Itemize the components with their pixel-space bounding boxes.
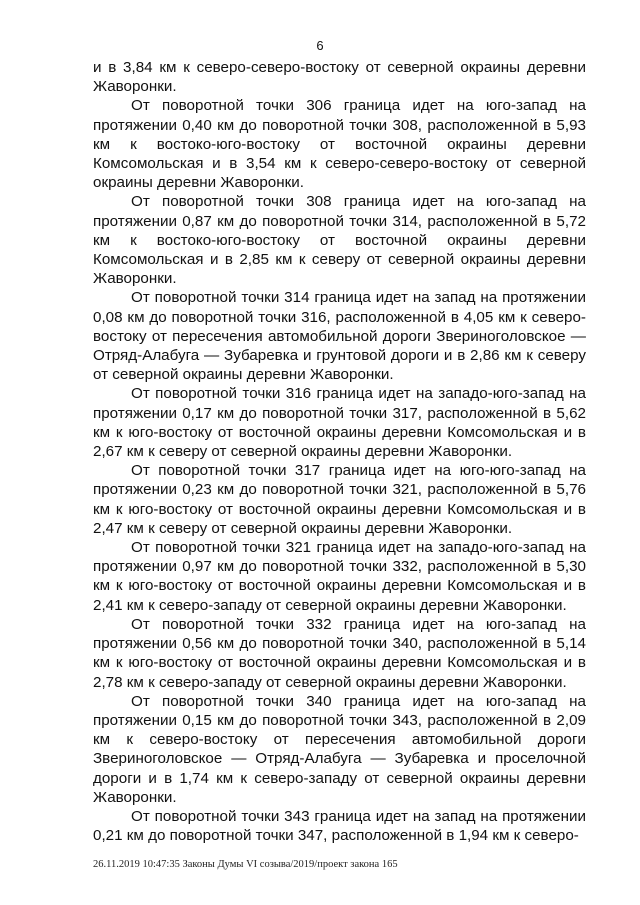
paragraph-point-321: От поворотной точки 321 граница идет на западо-юго-запад на протяжении 0,97 км до поворотной точки 332, расположенной в 5,30 км к юго-востоку от восточной окраины деревни Комсомольская и в 2,41 км к северо-западу от северной окраины деревни Жаворонки.: [93, 539, 586, 614]
page-number: 6: [316, 38, 324, 53]
paragraph-point-316: От поворотной точки 316 граница идет на западо-юго-запад на протяжении 0,17 км до поворотной точки 317, расположенной в 5,62 км к юго-востоку от восточной окраины деревни Комсомольская и в 2,67 км к северу от северной окраины деревни Жаворонки.: [93, 385, 586, 461]
paragraph-continuation: и в 3,84 км к северо-северо-востоку от северной окраины деревни Жаворонки.: [93, 59, 586, 96]
paragraph-point-332: От поворотной точки 332 граница идет на юго-запад на протяжении 0,56 км до поворотной точки 340, расположенной в 5,14 км к юго-востоку от восточной окраины деревни Комсомольская и в 2,78 км к северо-западу от северной окраины деревни Жаворонки.: [93, 615, 586, 691]
document-body: [93, 58, 586, 845]
paragraph-point-314: От поворотной точки 314 граница идет на запад на протяжении 0,08 км до поворотной точки 316, расположенной в 4,05 км к северо-востоку от пересечения автомобильной дороги Звериноголовское — Отряд-Алабуга — Зубаревка и грунтовой дороги и в 2,86 км к северу от северной окраины деревни Жаворонки.: [93, 289, 586, 384]
paragraph-point-306: От поворотной точки 306 граница идет на юго-запад на протяжении 0,40 км до поворотной точки 308, расположенной в 5,93 км к востоко-юго-востоку от восточной окраины деревни Комсомольская и в 3,54 км к северо-северо-востоку от северной окраины деревни Жаворонки.: [93, 97, 586, 192]
paragraph-point-343: От поворотной точки 343 граница идет на запад на протяжении 0,21 км до поворотной точки 347, расположенной в 1,94 км к северо-: [93, 807, 586, 845]
paragraph-point-317: От поворотной точки 317 граница идет на юго-юго-запад на протяжении 0,23 км до поворотной точки 321, расположенной в 5,76 км к юго-востоку от восточной окраины деревни Комсомольская и в 2,47 км к северу от северной окраины деревни Жаворонки.: [93, 462, 586, 537]
paragraph-point-308: От поворотной точки 308 граница идет на юго-запад на протяжении 0,87 км до поворотной точки 314, расположенной в 5,72 км к востоко-юго-востоку от восточной окраины деревни Комсомольская и в 2,85 км к северу от северной окраины деревни Жаворонки.: [93, 193, 586, 288]
footer-stamp: 26.11.2019 10:47:35 Законы Думы VI созыва/2019/проект закона 165: [93, 859, 398, 870]
paragraph-point-340: От поворотной точки 340 граница идет на юго-запад на протяжении 0,15 км до поворотной точки 343, расположенной в 2,09 км к северо-востоку от пересечения автомобильной дороги Звериноголовское — Отряд-Алабуга — Зубаревка и проселочной дороги и в 1,74 км к северо-западу от северной окраины деревни Жаворонки.: [93, 692, 586, 806]
